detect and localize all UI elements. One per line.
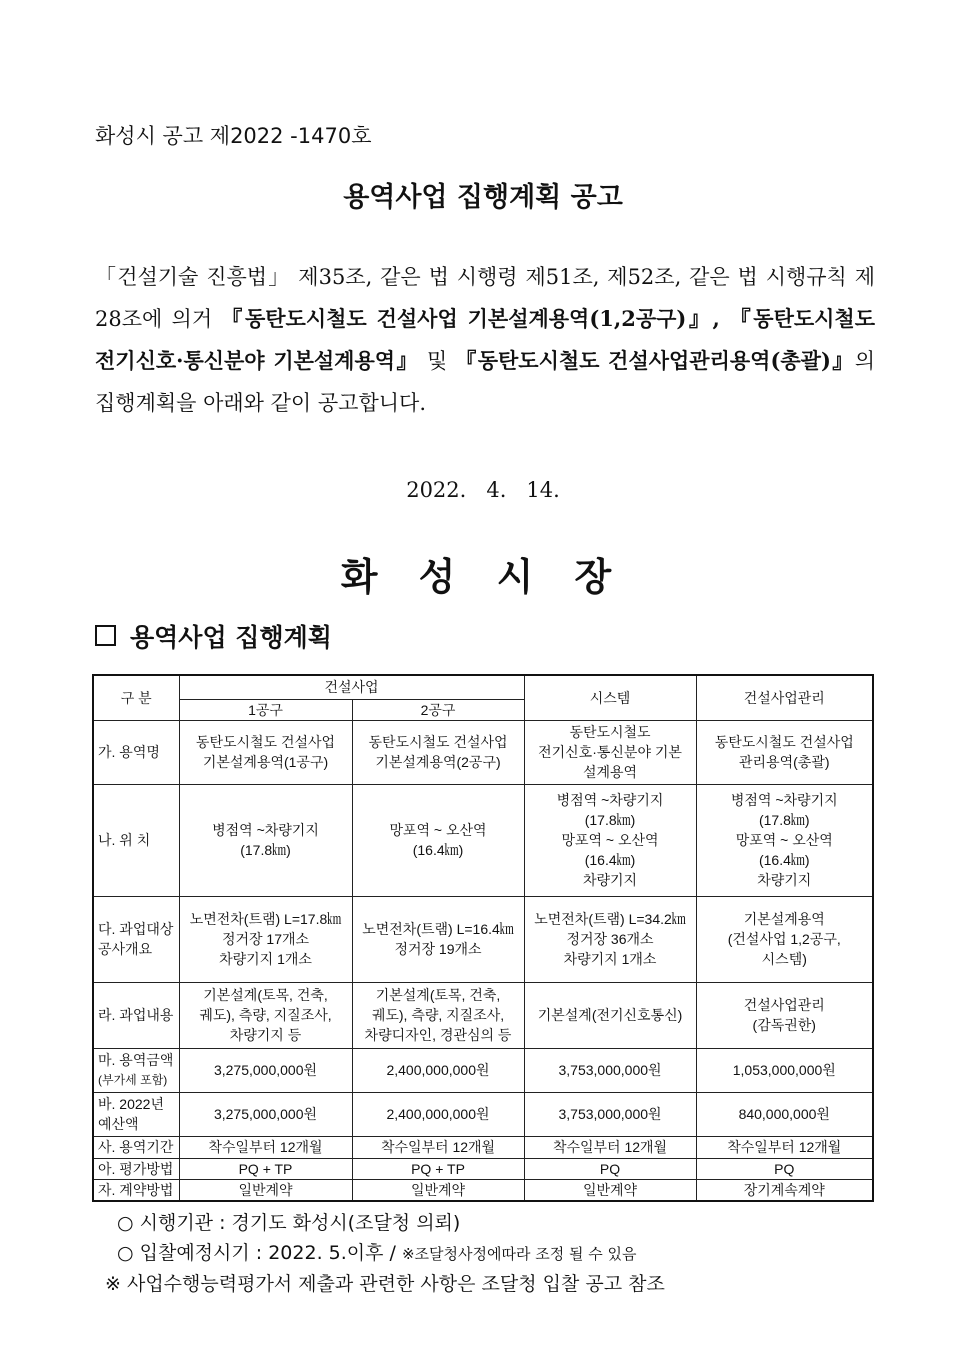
row-label [93,982,179,1048]
table-cell: 기본설계(토목, 건축, 궤도), 측량, 지질조사, 차량디자인, 경관심의 등 [352,982,524,1048]
note-reference: ※ 사업수행능력평가서 제출과 관련한 사항은 조달청 입찰 공고 참조 [105,1273,665,1295]
section-heading [95,618,332,654]
plan-table [92,674,874,1202]
date-year: 2022. [406,478,467,502]
row-label [93,1092,179,1136]
body-text-3: 의 집행계획을 아래와 같이 공고합니다. [95,349,875,415]
table-cell: 일반계약 [179,1179,352,1201]
row-label-text: 자. 계약방법 [98,1181,174,1198]
row-label [93,1136,179,1158]
table-cell: 망포역 ~ 오산역 (16.4㎞) [352,784,524,896]
row-label-text: 사. 용역기간 [98,1139,174,1155]
table-cell: PQ + TP [352,1158,524,1179]
row-label-text: 바. 2022년 예산액 [98,1096,164,1132]
row-label-text: 나. 위 치 [98,832,151,848]
table-row [93,1179,873,1201]
note-bid-time-text: ○ 입찰예정시기 : 2022. 5.이후 / [117,1242,402,1264]
notes [105,1208,665,1299]
body-bold-2: 『동탄도시철도 건설사업관리용역(총괄)』 [455,348,855,373]
row-label [93,720,179,784]
row-label [93,1179,179,1201]
table-row [93,1136,873,1158]
row-label-text: 라. 과업내용 [98,1007,174,1023]
table-cell: 착수일부터 12개월 [696,1136,873,1158]
body-text-1: 「건설기술 진흥법」 제35조, 같은 법 시행령 제51조, 제52조, 같은 법 시행규칙 제28조에 의거 [95,265,875,331]
body-text-2: 및 [418,349,456,373]
table-cell: 건설사업관리 (감독권한) [696,982,873,1048]
table-cell: 장기계속계약 [696,1179,873,1201]
table-cell: 기본설계(전기신호통신) [524,982,696,1048]
table-cell: PQ [696,1158,873,1179]
date-month: 4. [486,478,507,502]
header-construction: 건설사업 [179,675,524,699]
table-cell: 동탄도시철도 건설사업 기본설계용역(2공구) [352,720,524,784]
signature: 화 성 시 장 [340,555,626,599]
table-cell: 2,400,000,000원 [352,1048,524,1092]
row-label-text: 다. 과업대상 공사개요 [98,921,174,957]
table-cell: 일반계약 [524,1179,696,1201]
table-cell: 동탄도시철도 건설사업 기본설계용역(1공구) [179,720,352,784]
table-row [93,1048,873,1092]
row-label [93,1158,179,1179]
table-cell: 동탄도시철도 건설사업 관리용역(총괄) [696,720,873,784]
table-cell: 착수일부터 12개월 [179,1136,352,1158]
table-cell: 노면전차(트램) L=17.8㎞ 정거장 17개소 차량기지 1개소 [179,896,352,982]
row-label-text: 아. 평가방법 [98,1160,174,1177]
header-gubun: 구 분 [93,675,179,720]
table-cell: 병점역 ~차량기지 (17.8㎞) 망포역 ~ 오산역 (16.4㎞) 차량기지 [524,784,696,896]
table-cell: 동탄도시철도 전기신호·통신분야 기본 설계용역 [524,720,696,784]
table-cell: 3,275,000,000원 [179,1092,352,1136]
table-cell: 기본설계(토목, 건축, 궤도), 측량, 지질조사, 차량기지 등 [179,982,352,1048]
table-cell: 노면전차(트램) L=16.4㎞ 정거장 19개소 [352,896,524,982]
table-row [93,784,873,896]
table-cell: 일반계약 [352,1179,524,1201]
table-row [93,1158,873,1179]
table-cell: PQ + TP [179,1158,352,1179]
checkbox-square-icon [95,625,116,646]
table-row [93,896,873,982]
table-cell: 병점역 ~차량기지 (17.8㎞) 망포역 ~ 오산역 (16.4㎞) 차량기지 [696,784,873,896]
row-label [93,784,179,896]
table-row [93,1092,873,1136]
document-title: 용역사업 집행계획 공고 [343,182,623,213]
table-row [93,982,873,1048]
header-management: 건설사업관리 [696,675,873,720]
note-bid-time-remark: ※조달청사정에따라 조정 될 수 있음 [401,1245,637,1263]
table-cell: 2,400,000,000원 [352,1092,524,1136]
section-title: 용역사업 집행계획 [130,623,332,652]
note-agency: ○ 시행기관 : 경기도 화성시(조달청 의뢰) [117,1212,461,1234]
table-cell: 1,053,000,000원 [696,1048,873,1092]
table-cell: 3,753,000,000원 [524,1048,696,1092]
table-cell: 노면전차(트램) L=34.2㎞ 정거장 36개소 차량기지 1개소 [524,896,696,982]
body-bold-1: 『동탄도시철도 건설사업 기본설계용역(1,2공구)』, 『동탄도시철도 전기신호·통신분야 기본설계용역』 [95,306,875,373]
table-cell: PQ [524,1158,696,1179]
note-bid-time [105,1238,665,1269]
date-day: 14. [526,478,560,502]
row-label [93,1048,179,1092]
row-label-text: 가. 용역명 [98,744,160,760]
table-cell: 840,000,000원 [696,1092,873,1136]
table-cell: 3,753,000,000원 [524,1092,696,1136]
table-cell: 기본설계용역 (건설사업 1,2공구, 시스템) [696,896,873,982]
table-cell: 착수일부터 12개월 [524,1136,696,1158]
table-cell: 착수일부터 12개월 [352,1136,524,1158]
notice-date [0,478,966,502]
table-cell: 3,275,000,000원 [179,1048,352,1092]
table-row [93,720,873,784]
notice-number: 화성시 공고 제2022 -1470호 [95,124,372,148]
row-label-text: 마. 용역금액 [98,1052,174,1068]
notice-body [95,256,875,424]
row-label [93,896,179,982]
table-cell: 병점역 ~차량기지 (17.8㎞) [179,784,352,896]
header-section1: 1공구 [179,699,352,720]
header-system: 시스템 [524,675,696,720]
row-label-sub: (부가세 포함) [98,1073,168,1087]
header-section2: 2공구 [352,699,524,720]
